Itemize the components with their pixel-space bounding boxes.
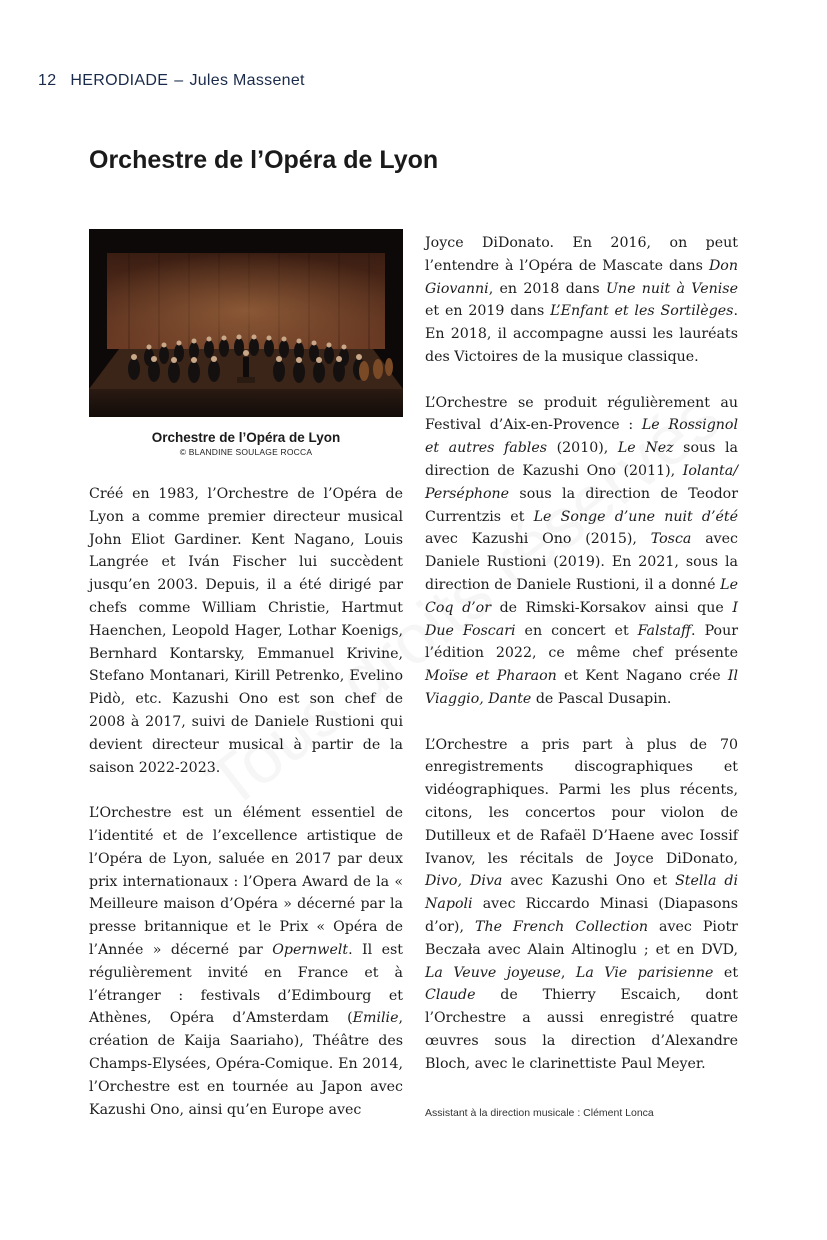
right-column [425,232,738,1098]
text-run: avec Kazushi Ono (2015), [425,531,651,548]
caption-title: Orchestre de l’Opéra de Lyon [151,430,341,445]
italic-title: Emilie [352,1010,399,1027]
text-run: Créé en 1983, l’Orchestre de l’Opéra de Lyon a comme premier directeur musical John Eliot Gardiner. Kent Nagano, Louis Langrée et Iván Fischer lui succèdent jusqu’en 2003. Depuis, il a été dirigé par chefs comme William Christie, Hartmut Haenchen, Leopold Hager, Lothar Koenigs, Bernhard Kontarsky, Emmanuel Krivine, Stefano Montanari, Kirill Petrenko, Evelino Pidò, etc. Kazushi Ono est son chef de 2008 à 2017, suivi de Daniele Rustioni qui devient directeur musical à partir de la saison 2022-2023. [89,486,403,776]
text-run: (2010), [547,440,618,457]
text-run: en concert et [515,622,638,639]
italic-title: Iolanta/ Perséphone [425,462,738,502]
italic-title: La Vie parisienne [575,964,714,981]
text-run: avec Daniele Rustioni (2019). En 2021, sous la direction de Daniele Rustioni, il a donné [425,531,739,593]
text-run: . En 2018, il accompagne aussi les lauréats des Victoires de la musique classique. [425,303,738,365]
text-run: et Kent Nagano crée [556,668,728,685]
text-run: sous la direction de Kazushi Ono (2011), [425,440,738,479]
text-run: , en 2018 dans [488,280,606,297]
text-run: . Il est régulièrement invité en France et à l’étranger : festivals d’Edimbourg et Athènes, Opéra d’Amsterdam ( [89,941,403,1027]
text-run: L’Orchestre est un élément essentiel de l’identité et de l’excellence artistique de l’Opéra de Lyon, saluée en 2017 par deux prix internationaux : l’Opera Award de la « Meilleure maison d’Opéra » décerné par la presse britannique et le Prix « Opéra de l’Année » décerné par [89,805,403,958]
italic-title: Le Songe d’une nuit d’été [533,508,738,525]
text-run: de Thierry Escaich, dont l’Orchestre a aussi enregistré quatre œuvres sous la direction d’Alexandre Bloch, avec le clarinettiste Paul Meyer. [425,987,738,1072]
text-run: , création de Kaija Saariaho), Théâtre des Champs-Elysées, Opéra-Comique. En 2014, l’Orchestre est en tournée au Japon avec Kazushi Ono, ainsi qu’en Europe avec [89,1010,403,1118]
composer-name: Jules Massenet [189,72,305,89]
text-run: Joyce DiDonato. En 2016, on peut l’entendre à l’Opéra de Mascate dans [425,235,738,274]
italic-title: Stella di Napoli [425,873,739,913]
text-run: avec Piotr Beczała avec Alain Altinoglu ; et en DVD, [425,918,738,958]
text-run: sous la direction de Teodor Currentzis et [425,485,738,525]
paragraph [89,802,403,1121]
assistant-credit: Assistant à la direction musicale : Clément Lonca [425,1107,654,1119]
italic-title: La Veuve joyeuse [425,964,561,981]
running-header [38,72,305,90]
orchestra-photo [89,229,403,417]
text-run: de Pascal Dusapin. [531,690,672,707]
paragraph [425,734,738,1076]
text-run: . Pour l’édition 2022, ce même chef présente [425,622,738,662]
italic-title: Le Nez [617,440,674,457]
italic-title: Le Coq d’or [425,576,738,616]
section-title: Orchestre de l’Opéra de Lyon [89,146,439,174]
text-run: et en 2019 dans [425,303,551,320]
italic-title: Il Viaggio, Dante [425,668,738,707]
italic-title: Tosca [650,531,692,548]
italic-title: The French Collection [474,918,648,935]
header-separator: – [174,72,184,89]
page-number: 12 [38,72,57,89]
photo-caption [89,430,403,457]
italic-title: Le Rossignol et autres fables [425,417,739,457]
text-run: avec Riccardo Minasi (Diapasons d’or), [425,896,738,935]
text-run: de Rimski-Korsakov ainsi que [491,599,733,616]
italic-title: Opernwelt [272,941,349,958]
opera-title: HERODIADE [70,72,169,89]
text-run: , [560,964,576,981]
paragraph [425,232,738,369]
text-run: et [713,964,739,981]
italic-title: Falstaff [637,622,692,639]
italic-title: I Due Foscari [425,599,738,639]
italic-title: L’Enfant et les Sortilèges [550,303,734,320]
photo-credit: © BLANDINE SOULAGE ROCCA [179,447,313,457]
italic-title: Claude [425,987,476,1004]
text-run: L’Orchestre a pris part à plus de 70 enregistrements discographiques et vidéographiques. Parmi les plus récents, citons, les concertos pour violon de Dutilleux et de Rafaël D’Haene avec Iossif Ivanov, les récitals de Joyce DiDonato, [425,736,738,867]
italic-title: Une nuit à Venise [605,280,738,297]
italic-title: Divo, Diva [425,873,503,890]
italic-title: Don Giovanni [425,257,738,297]
text-run: L’Orchestre se produit régulièrement au Festival d’Aix-en-Provence : [425,394,738,434]
text-run: avec Kazushi Ono et [502,873,676,890]
italic-title: Moïse et Pharaon [425,668,557,685]
